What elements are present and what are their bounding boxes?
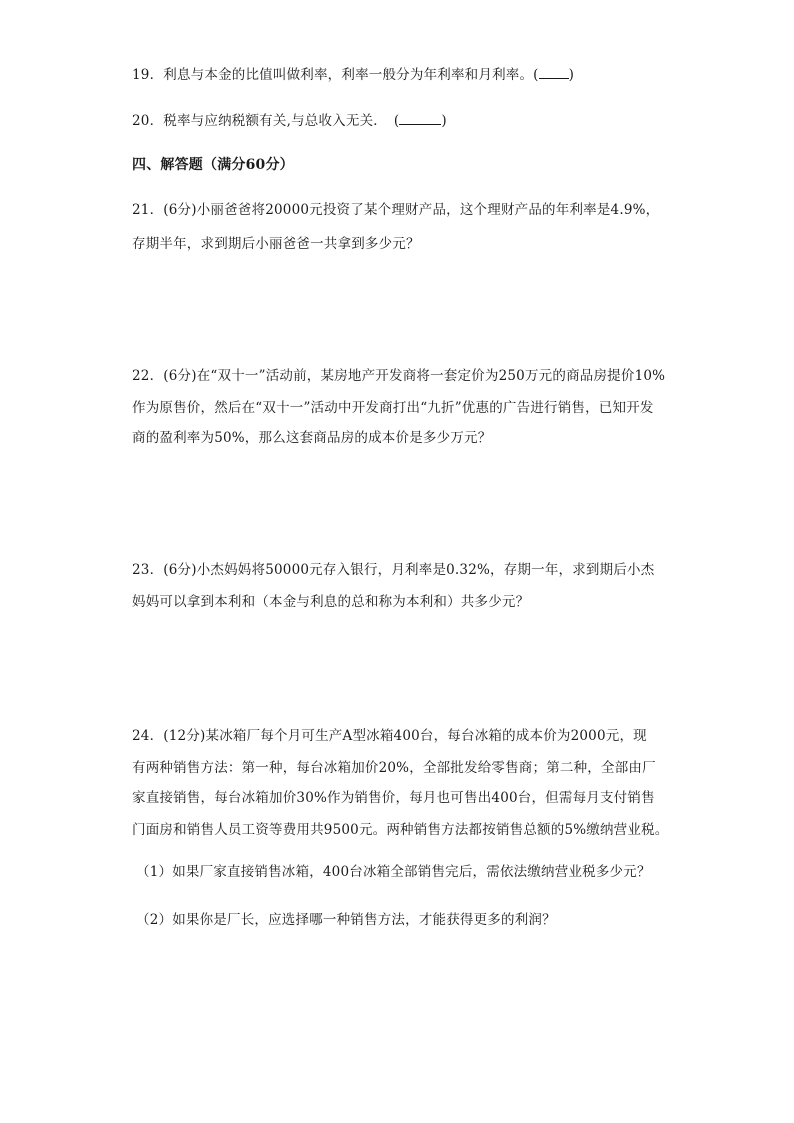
answer-blank-20[interactable] [399, 112, 441, 125]
question-21-line-2: 存期半年，求到期后小丽爸爸一共拿到多少元？ [132, 236, 420, 252]
question-19-text: 19．利息与本金的比值叫做利率，利率一般分为年利率和月利率。( [132, 67, 539, 83]
question-24-line-1: 24．(12分)某冰箱厂每个月可生产A型冰箱400台，每台冰箱的成本价为2000元，现 [132, 728, 647, 744]
question-20-close: ) [441, 113, 447, 129]
question-24-sub-2: （2）如果你是厂长，应选择哪一种销售方法，才能获得更多的利润？ [136, 912, 556, 928]
question-19-close: ) [568, 67, 575, 83]
question-23-line-2: 妈妈可以拿到本利和（本金与利息的总和称为本利和）共多少元？ [132, 594, 530, 610]
question-20-text: 20．税率与应纳税额有关,与总收入无关． ( [132, 113, 400, 129]
question-21-line-1: 21．(6分)小丽爸爸将20000元投资了某个理财产品，这个理财产品的年利率是4.9%， [132, 202, 660, 218]
question-24-sub-1: （1）如果厂家直接销售冰箱，400台冰箱全部销售完后，需依法缴纳营业税多少元？ [136, 864, 651, 880]
answer-blank-19[interactable] [539, 66, 569, 79]
question-22-line-1: 22．(6分)在“双十一”活动前，某房地产开发商将一套定价为250万元的商品房提价10% [132, 368, 666, 384]
question-22-line-3: 商的盈利率为50%，那么这套商品房的成本价是多少万元？ [132, 430, 492, 446]
question-20 [132, 112, 447, 130]
question-23-line-1: 23．(6分)小杰妈妈将50000元存入银行，月利率是0.32%，存期一年，求到期后小杰 [132, 562, 655, 578]
section-heading: 四、解答题（满分60分） [132, 157, 294, 173]
question-22-line-2: 作为原售价，然后在“双十一”活动中开发商打出“九折”优惠的广告进行销售，已知开发 [132, 400, 654, 416]
question-24-line-2: 有两种销售方法：第一种，每台冰箱加价20%，全部批发给零售商；第二种，全部由厂 [132, 760, 656, 776]
question-24-line-3: 家直接销售，每台冰箱加价30%作为销售价，每月也可售出400台，但需每月支付销售 [132, 790, 655, 806]
question-24-line-4: 门面房和销售人员工资等费用共9500元。两种销售方法都按销售总额的5%缴纳营业税。 [132, 822, 669, 838]
question-19 [132, 66, 574, 84]
